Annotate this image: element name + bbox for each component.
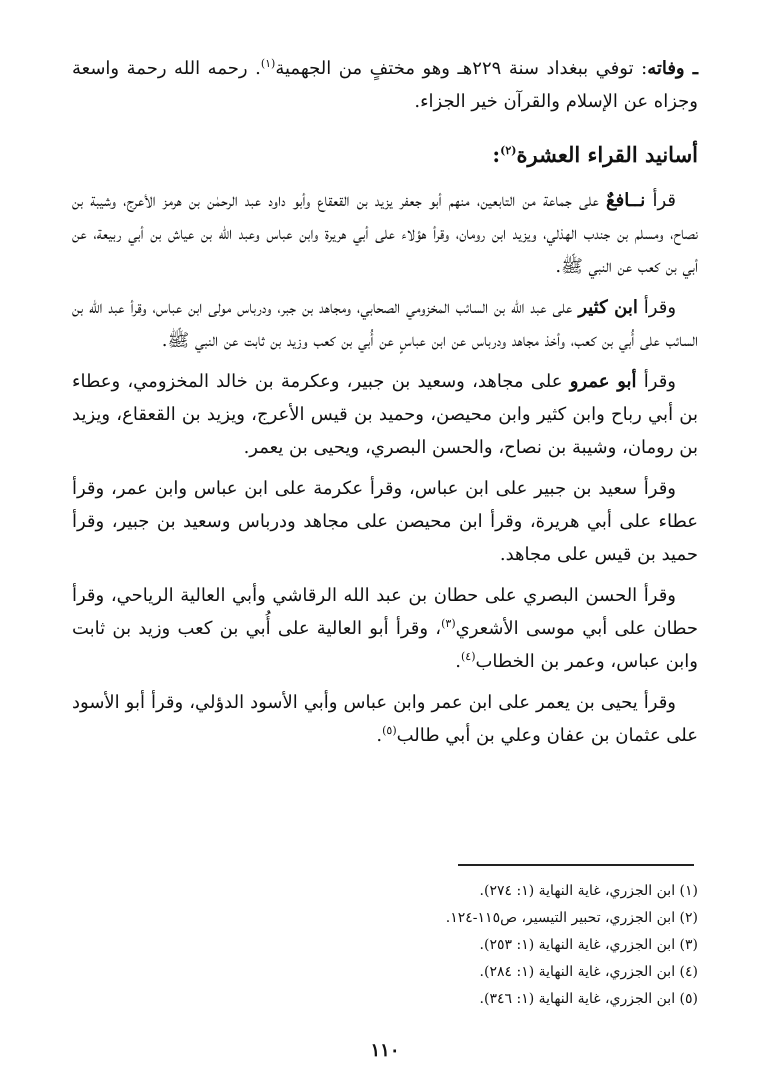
footnote-1: (١) ابن الجزري، غاية النهاية (١: ٢٧٤).: [479, 883, 698, 899]
reader-name-abu-amr: أبو عمرو: [569, 371, 637, 392]
section-heading: [72, 140, 698, 170]
paragraph-nafi-pre: قرأ: [645, 190, 676, 211]
footnote-ref-4: (٤): [460, 650, 476, 663]
section-heading-colon: :: [492, 142, 501, 167]
paragraph-hasan-text-3: .: [455, 651, 461, 672]
footnote-5: (٥) ابن الجزري، غاية النهاية (١: ٣٤٦).: [479, 991, 698, 1007]
death-text-1: : توفي ببغداد سنة ٢٢٩هـ وهو مختفٍ من الجهمية: [275, 58, 648, 79]
footnote-ref-2: (٢): [500, 144, 517, 157]
paragraph-yahya: [72, 686, 698, 752]
paragraph-abu-amr-pre: وقرأ: [636, 371, 676, 392]
footnote-ref-5: (٥): [382, 724, 397, 737]
paragraph-abu-amr: [72, 365, 698, 464]
footnote-4: (٤) ابن الجزري، غاية النهاية (١: ٢٨٤).: [479, 964, 698, 980]
paragraph-yahya-text-2: .: [376, 725, 383, 746]
footnote-divider: [458, 864, 694, 866]
page-body: [72, 52, 698, 752]
paragraph-yahya-text-1: وقرأ يحيى بن يعمر على ابن عمر وابن عباس وأبي الأسود الدؤلي، وقرأ أبو الأسود على عثمان بن عفان وعلي بن أبي طالب: [72, 692, 698, 746]
reader-name-ibn-kathir: ابن كثير: [578, 297, 638, 318]
paragraph-ibn-kathir-text: على عبد الله بن السائب المخزومي الصحابي، ومجاهد بن جبر، ودرباس مولى ابن عباس، وقرأ عبد الله بن السائب على أُبي بن كعب، وأخذ مجاهد ودرباس عن ابن عباسٍ عن أُبي بن كعب وزيد بن ثابت عن النبي ﷺ.: [72, 297, 698, 351]
paragraph-nafi: [72, 184, 698, 283]
paragraph-hasan-text-1: وقرأ الحسن البصري على حطان بن عبد الله الرقاشي وأبي العالية الرياحي، وقرأ حطان على أبي موسى الأشعري: [72, 585, 698, 639]
paragraph-abu-amr-text: على مجاهد، وسعيد بن جبير، وعكرمة بن خالد المخزومي، وعطاء بن أبي رباح وابن كثير وابن محيصن، وحميد بن قيس الأعرج، ويزيد بن القعقاع، ويزيد بن رومان، وشيبة بن نصاح، والحسن البصري، ويحيى بن يعمر.: [72, 371, 698, 458]
reader-name-nafi: نــافعٌ: [606, 190, 646, 211]
paragraph-ibn-kathir: [72, 291, 698, 357]
footnote-ref-1: (١): [260, 57, 276, 70]
paragraph-ibn-kathir-pre: وقرأ: [637, 297, 677, 318]
paragraph-hasan-text-2: ، وقرأ أبو العالية على أُبي بن كعب وزيد بن ثابت وابن عباس، وعمر بن الخطاب: [72, 618, 698, 672]
footnote-ref-3: (٣): [441, 617, 456, 630]
paragraph-hasan: [72, 579, 698, 678]
section-heading-text: أسانيد القراء العشرة: [516, 142, 698, 167]
paragraph-said: وقرأ سعيد بن جبير على ابن عباس، وقرأ عكرمة على ابن عباس وابن عمر، وقرأ عطاء على أبي هريرة، وقرأ ابن محيصن على مجاهد ودرباس وسعيد بن جبير، وقرأ حميد بن قيس على مجاهد.: [72, 478, 698, 565]
footnotes: [250, 878, 698, 1013]
footnote-2: (٢) ابن الجزري، تحبير التيسير، ص١١٥-١٢٤.: [445, 910, 698, 926]
footnote-3: (٣) ابن الجزري، غاية النهاية (١: ٢٥٣).: [479, 937, 698, 953]
page-number: ١١٠: [370, 1040, 400, 1061]
death-paragraph: [72, 52, 698, 118]
death-dash: ـ: [684, 58, 698, 79]
paragraph-nafi-text: على جماعة من التابعين، منهم أبو جعفر يزيد بن القعقاع وأبو داود عبد الرحمٰن بن هرمز الأعرج، وشيبة بن نصاح، ومسلم بن جندب الهذلي، ويزيد ابن رومان، وقرأ هؤلاء على أبي هريرة وابن عباس وعبد الله بن عياش بن أبي ربيعة، عن أبي بن كعب عن النبي ﷺ.: [72, 190, 698, 277]
death-label: وفاته: [647, 58, 685, 79]
death-text-2: . رحمه الله رحمة واسعة وجزاه عن الإسلام والقرآن خير الجزاء.: [72, 58, 698, 112]
